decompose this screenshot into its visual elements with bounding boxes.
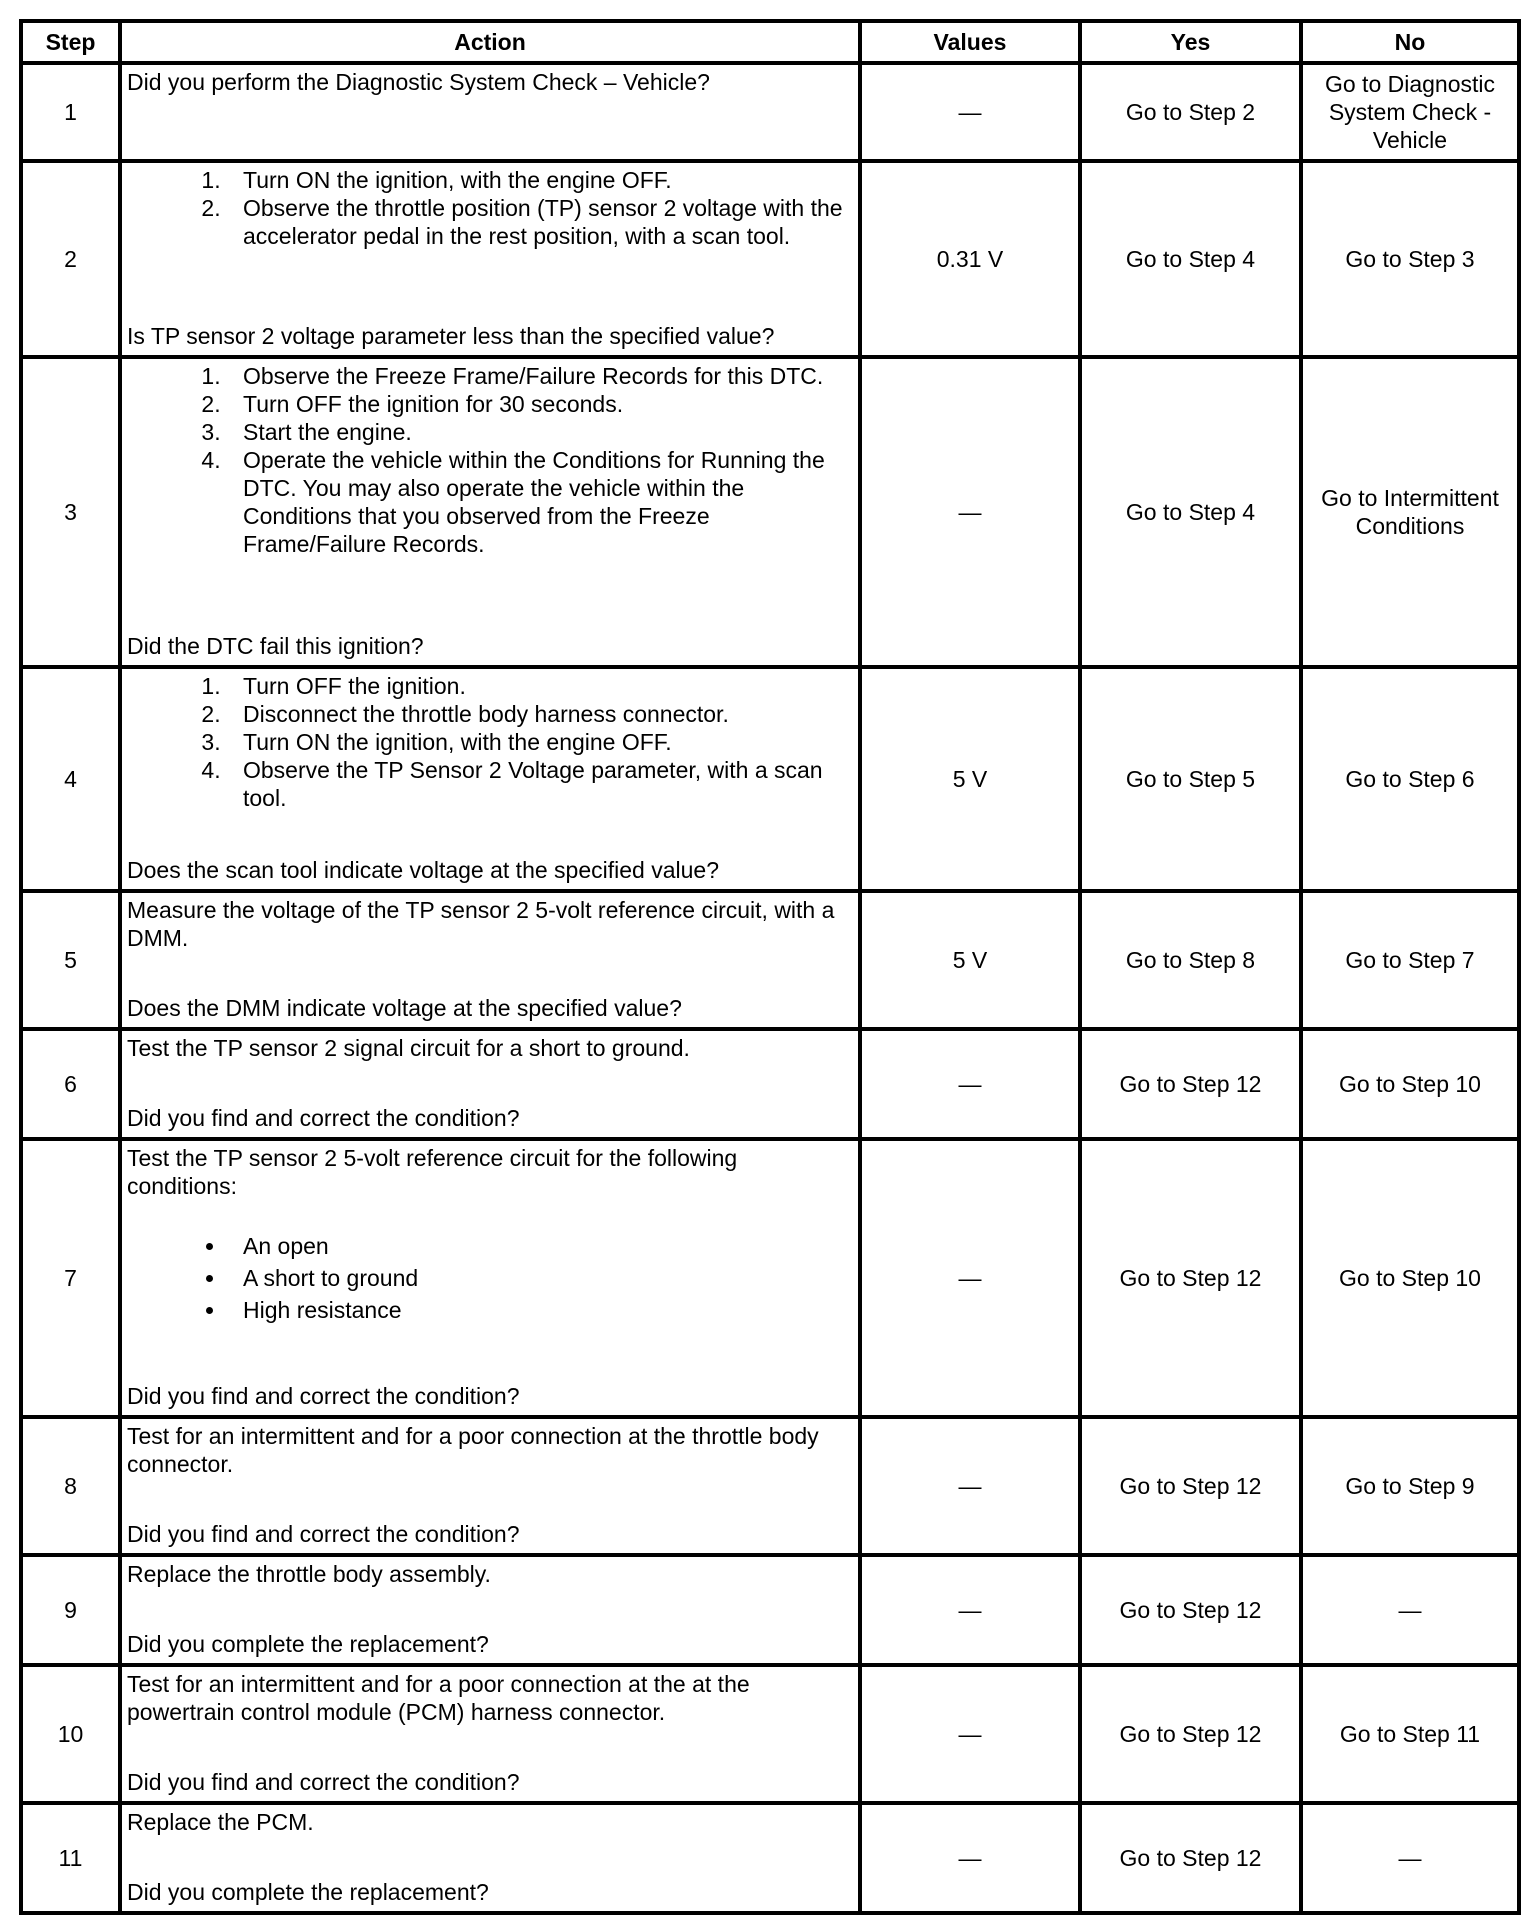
header-row	[21, 21, 1519, 63]
header-no: No	[1301, 21, 1519, 63]
action-content	[122, 65, 858, 159]
action-body	[127, 1670, 853, 1726]
action-text: Test for an intermittent and for a poor connection at the throttle body connector.	[127, 1423, 819, 1477]
yes-cell: Go to Step 12	[1080, 1555, 1301, 1665]
action-content	[122, 1031, 858, 1137]
action-body	[127, 1144, 853, 1326]
action-text: Replace the PCM.	[127, 1809, 314, 1835]
step-cell: 5	[21, 891, 120, 1029]
action-content	[122, 1667, 858, 1801]
action-step-item: 3. Turn ON the ignition, with the engine OFF.	[227, 728, 853, 756]
action-cell	[120, 161, 860, 357]
action-question: Did the DTC fail this ignition?	[127, 633, 424, 659]
step-cell: 9	[21, 1555, 120, 1665]
no-cell: Go to Step 3	[1301, 161, 1519, 357]
values-cell: 5 V	[860, 667, 1080, 891]
condition-item: • High resistance	[227, 1294, 853, 1326]
action-content	[122, 893, 858, 1027]
action-question: Did you find and correct the condition?	[127, 1521, 520, 1547]
header-values: Values	[860, 21, 1080, 63]
action-text: Measure the voltage of the TP sensor 2 5-volt reference circuit, with a DMM.	[127, 897, 835, 951]
action-question: Did you find and correct the condition?	[127, 1105, 520, 1131]
action-body	[127, 1560, 853, 1588]
diagnostic-table	[19, 19, 1521, 1915]
action-cell	[120, 1665, 860, 1803]
action-cell	[120, 1803, 860, 1913]
step-cell: 4	[21, 667, 120, 891]
yes-cell: Go to Step 12	[1080, 1417, 1301, 1555]
table-row	[21, 1803, 1519, 1913]
no-cell: —	[1301, 1803, 1519, 1913]
action-question: Did you find and correct the condition?	[127, 1383, 520, 1409]
no-cell: Go to Step 10	[1301, 1029, 1519, 1139]
table-row	[21, 63, 1519, 161]
header-action: Action	[120, 21, 860, 63]
header-step: Step	[21, 21, 120, 63]
action-step-item: 2. Turn OFF the ignition for 30 seconds.	[227, 390, 853, 418]
yes-cell: Go to Step 12	[1080, 1139, 1301, 1417]
action-body	[127, 1808, 853, 1836]
action-text: Replace the throttle body assembly.	[127, 1561, 491, 1587]
step-cell: 6	[21, 1029, 120, 1139]
action-cell	[120, 1417, 860, 1555]
action-body	[127, 68, 853, 96]
yes-cell: Go to Step 4	[1080, 357, 1301, 667]
action-cell	[120, 63, 860, 161]
action-body	[127, 166, 853, 250]
action-body	[127, 1034, 853, 1062]
action-step-item: 2. Disconnect the throttle body harness connector.	[227, 700, 853, 728]
action-question: Did you complete the replacement?	[127, 1631, 489, 1657]
action-step-item: 1. Turn ON the ignition, with the engine OFF.	[227, 166, 853, 194]
table-row	[21, 1417, 1519, 1555]
values-cell: —	[860, 1029, 1080, 1139]
action-body	[127, 672, 853, 812]
action-step-item: 3. Start the engine.	[227, 418, 853, 446]
values-cell: —	[860, 1417, 1080, 1555]
action-step-item: 4. Observe the TP Sensor 2 Voltage parameter, with a scan tool.	[227, 756, 853, 812]
action-cell	[120, 1139, 860, 1417]
yes-cell: Go to Step 2	[1080, 63, 1301, 161]
action-question: Did you find and correct the condition?	[127, 1769, 520, 1795]
action-cell	[120, 1555, 860, 1665]
yes-cell: Go to Step 12	[1080, 1665, 1301, 1803]
action-step-item: 1. Turn OFF the ignition.	[227, 672, 853, 700]
condition-item: • A short to ground	[227, 1262, 853, 1294]
step-cell: 7	[21, 1139, 120, 1417]
step-cell: 1	[21, 63, 120, 161]
action-content	[122, 163, 858, 355]
step-cell: 3	[21, 357, 120, 667]
action-cell	[120, 1029, 860, 1139]
table-row	[21, 891, 1519, 1029]
action-body	[127, 1422, 853, 1478]
no-cell: Go to Diagnostic System Check - Vehicle	[1301, 63, 1519, 161]
values-cell: —	[860, 1803, 1080, 1913]
action-body	[127, 362, 853, 558]
action-body	[127, 896, 853, 952]
condition-list	[127, 1230, 853, 1326]
action-steps-list	[127, 166, 853, 250]
action-step-item: 4. Operate the vehicle within the Conditions for Running the DTC. You may also operate the vehicle within the Conditions that you observed from the Freeze Frame/Failure Records.	[227, 446, 853, 558]
action-question: Does the DMM indicate voltage at the specified value?	[127, 995, 682, 1021]
table-row	[21, 1555, 1519, 1665]
yes-cell: Go to Step 4	[1080, 161, 1301, 357]
table-row	[21, 161, 1519, 357]
no-cell: Go to Intermittent Conditions	[1301, 357, 1519, 667]
header-yes: Yes	[1080, 21, 1301, 63]
action-cell	[120, 667, 860, 891]
action-question: Does the scan tool indicate voltage at the specified value?	[127, 857, 719, 883]
action-content	[122, 1141, 858, 1415]
yes-cell: Go to Step 8	[1080, 891, 1301, 1029]
no-cell: Go to Step 11	[1301, 1665, 1519, 1803]
yes-cell: Go to Step 5	[1080, 667, 1301, 891]
action-question: Is TP sensor 2 voltage parameter less than the specified value?	[127, 323, 775, 349]
table-row	[21, 1029, 1519, 1139]
action-content	[122, 1557, 858, 1663]
step-cell: 2	[21, 161, 120, 357]
action-question: Did you complete the replacement?	[127, 1879, 489, 1905]
action-cell	[120, 357, 860, 667]
values-cell: —	[860, 1139, 1080, 1417]
values-cell: —	[860, 63, 1080, 161]
table-row	[21, 1139, 1519, 1417]
no-cell: Go to Step 6	[1301, 667, 1519, 891]
table-row	[21, 667, 1519, 891]
table-row	[21, 357, 1519, 667]
action-text: Test for an intermittent and for a poor connection at the at the powertrain control module (PCM) harness connector.	[127, 1671, 750, 1725]
action-step-item: 2. Observe the throttle position (TP) sensor 2 voltage with the accelerator pedal in the rest position, with a scan tool.	[227, 194, 853, 250]
no-cell: Go to Step 7	[1301, 891, 1519, 1029]
no-cell: Go to Step 9	[1301, 1417, 1519, 1555]
yes-cell: Go to Step 12	[1080, 1029, 1301, 1139]
action-text: Test the TP sensor 2 5-volt reference circuit for the following conditions:	[127, 1145, 738, 1199]
step-cell: 8	[21, 1417, 120, 1555]
action-content	[122, 1419, 858, 1553]
action-content	[122, 1805, 858, 1911]
values-cell: —	[860, 1555, 1080, 1665]
action-text: Did you perform the Diagnostic System Check – Vehicle?	[127, 69, 710, 95]
action-content	[122, 669, 858, 889]
no-cell: Go to Step 10	[1301, 1139, 1519, 1417]
step-cell: 10	[21, 1665, 120, 1803]
values-cell: —	[860, 357, 1080, 667]
values-cell: —	[860, 1665, 1080, 1803]
no-cell: —	[1301, 1555, 1519, 1665]
step-cell: 11	[21, 1803, 120, 1913]
action-steps-list	[127, 672, 853, 812]
yes-cell: Go to Step 12	[1080, 1803, 1301, 1913]
action-text: Test the TP sensor 2 signal circuit for a short to ground.	[127, 1035, 690, 1061]
table-row	[21, 1665, 1519, 1803]
action-content	[122, 359, 858, 665]
condition-item: • An open	[227, 1230, 853, 1262]
values-cell: 0.31 V	[860, 161, 1080, 357]
action-cell	[120, 891, 860, 1029]
values-cell: 5 V	[860, 891, 1080, 1029]
action-steps-list	[127, 362, 853, 558]
action-step-item: 1. Observe the Freeze Frame/Failure Records for this DTC.	[227, 362, 853, 390]
